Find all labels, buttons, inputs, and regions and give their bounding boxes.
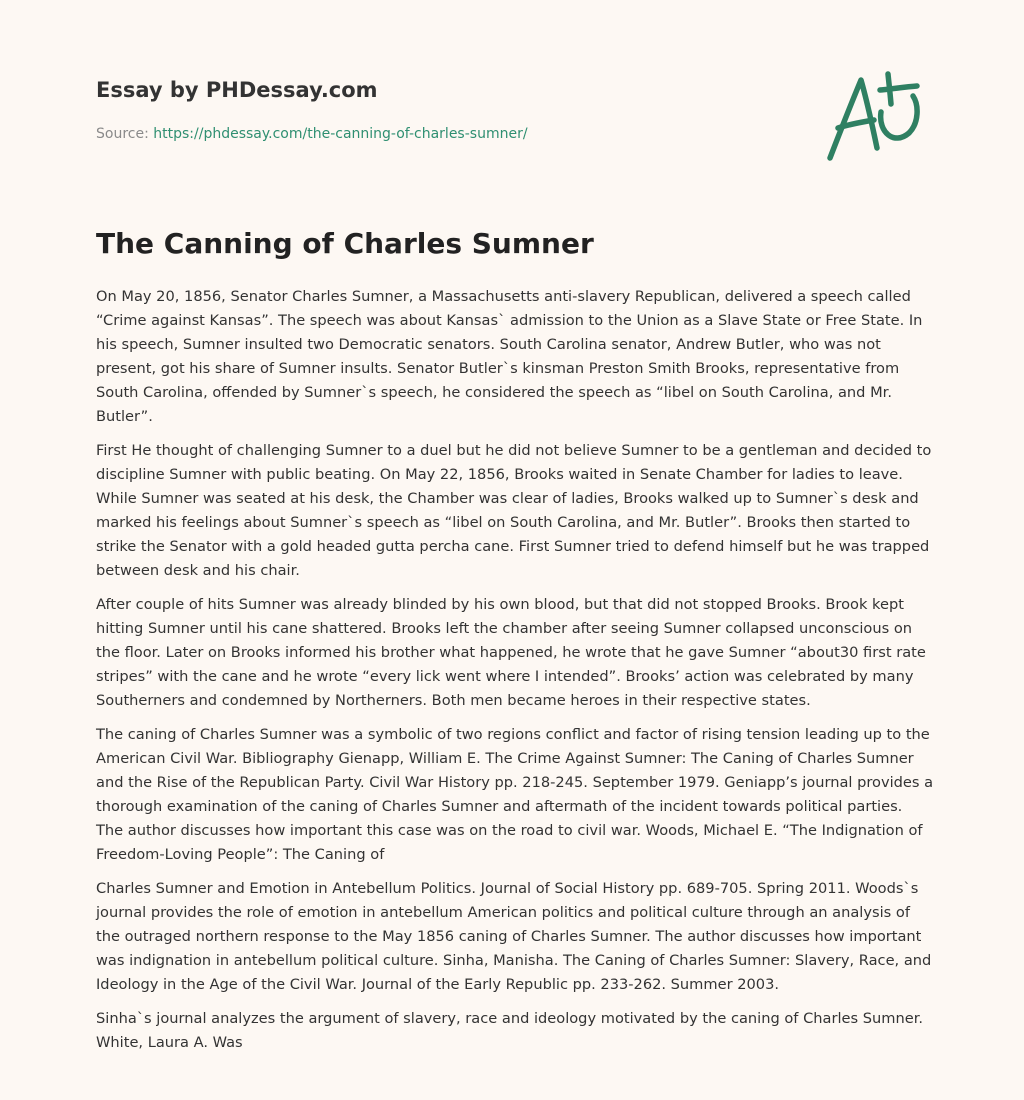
essay-body <box>96 285 934 1065</box>
essay-header <box>96 76 796 144</box>
paragraph-6: Sinha`s journal analyzes the argument of slavery, race and ideology motivated by the caning of Charles Sumner. White, Laura A. Was <box>96 1010 923 1051</box>
source-link[interactable]: https://phdessay.com/the-canning-of-charles-sumner/ <box>153 126 528 142</box>
source-label: Source: <box>96 126 149 142</box>
paragraph-1: On May 20, 1856, Senator Charles Sumner, a Massachusetts anti-slavery Republican, delivered a speech called “Crime against Kansas”. The speech was about Kansas` admission to the Union as a Slave State or Free State. In his speech, Sumner insulted two Democratic senators. South Carolina senator, Andrew Butler, who was not present, got his share of Sumner insults. Senator Butler`s kinsman Preston Smith Brooks, representative from South Carolina, offended by Sumner`s speech, he considered the speech as “libel on South Carolina, and Mr. Butler”. <box>96 288 923 425</box>
essay-title: The Canning of Charles Sumner <box>96 227 594 260</box>
paragraph-3: After couple of hits Sumner was already blinded by his own blood, but that did not stopped Brooks. Brook kept hitting Sumner until his cane shattered. Brooks left the chamber after seeing Sumner collapsed unconscious on the floor. Later on Brooks informed his brother what happened, he wrote that he gave Sumner “about30 first rate stripes” with the cane and he wrote “every lick went where I intended”. Brooks’ action was celebrated by many Southerners and condemned by Northerners. Both men became heroes in their respective states. <box>96 596 926 709</box>
paragraph-2: First He thought of challenging Sumner to a duel but he did not believe Sumner to be a gentleman and decided to discipline Sumner with public beating. On May 22, 1856, Brooks waited in Senate Chamber for ladies to leave. While Sumner was seated at his desk, the Chamber was clear of ladies, Brooks walked up to Sumner`s desk and marked his feelings about Sumner`s speech as “libel on South Carolina, and Mr. Butler”. Brooks then started to strike the Senator with a gold headed gutta percha cane. First Sumner tried to defend himself but he was trapped between desk and his chair. <box>96 442 932 579</box>
paragraph-5: Charles Sumner and Emotion in Antebellum Politics. Journal of Social History pp. 689-705. Spring 2011. Woods`s journal provides the role of emotion in antebellum American politics and political culture through an analysis of the outraged northern response to the May 1856 caning of Charles Sumner. The author discusses how important was indignation in antebellum political culture. Sinha, Manisha. The Caning of Charles Sumner: Slavery, Race, and Ideology in the Age of the Civil War. Journal of the Early Republic pp. 233-262. Summer 2003. <box>96 880 932 993</box>
paragraph-4: The caning of Charles Sumner was a symbolic of two regions conflict and factor of rising tension leading up to the American Civil War. Bibliography Gienapp, William E. The Crime Against Sumner: The Caning of Charles Sumner and the Rise of the Republican Party. Civil War History pp. 218-245. September 1979. Geniapp’s journal provides a thorough examination of the caning of Charles Sumner and aftermath of the incident towards political parties. The author discusses how important this case was on the road to civil war. Woods, Michael E. “The Indignation of Freedom-Loving People”: The Caning of <box>96 726 934 863</box>
a-plus-grade-icon <box>818 66 928 166</box>
source-line <box>96 124 796 144</box>
site-brand: Essay by PHDessay.com <box>96 78 378 102</box>
